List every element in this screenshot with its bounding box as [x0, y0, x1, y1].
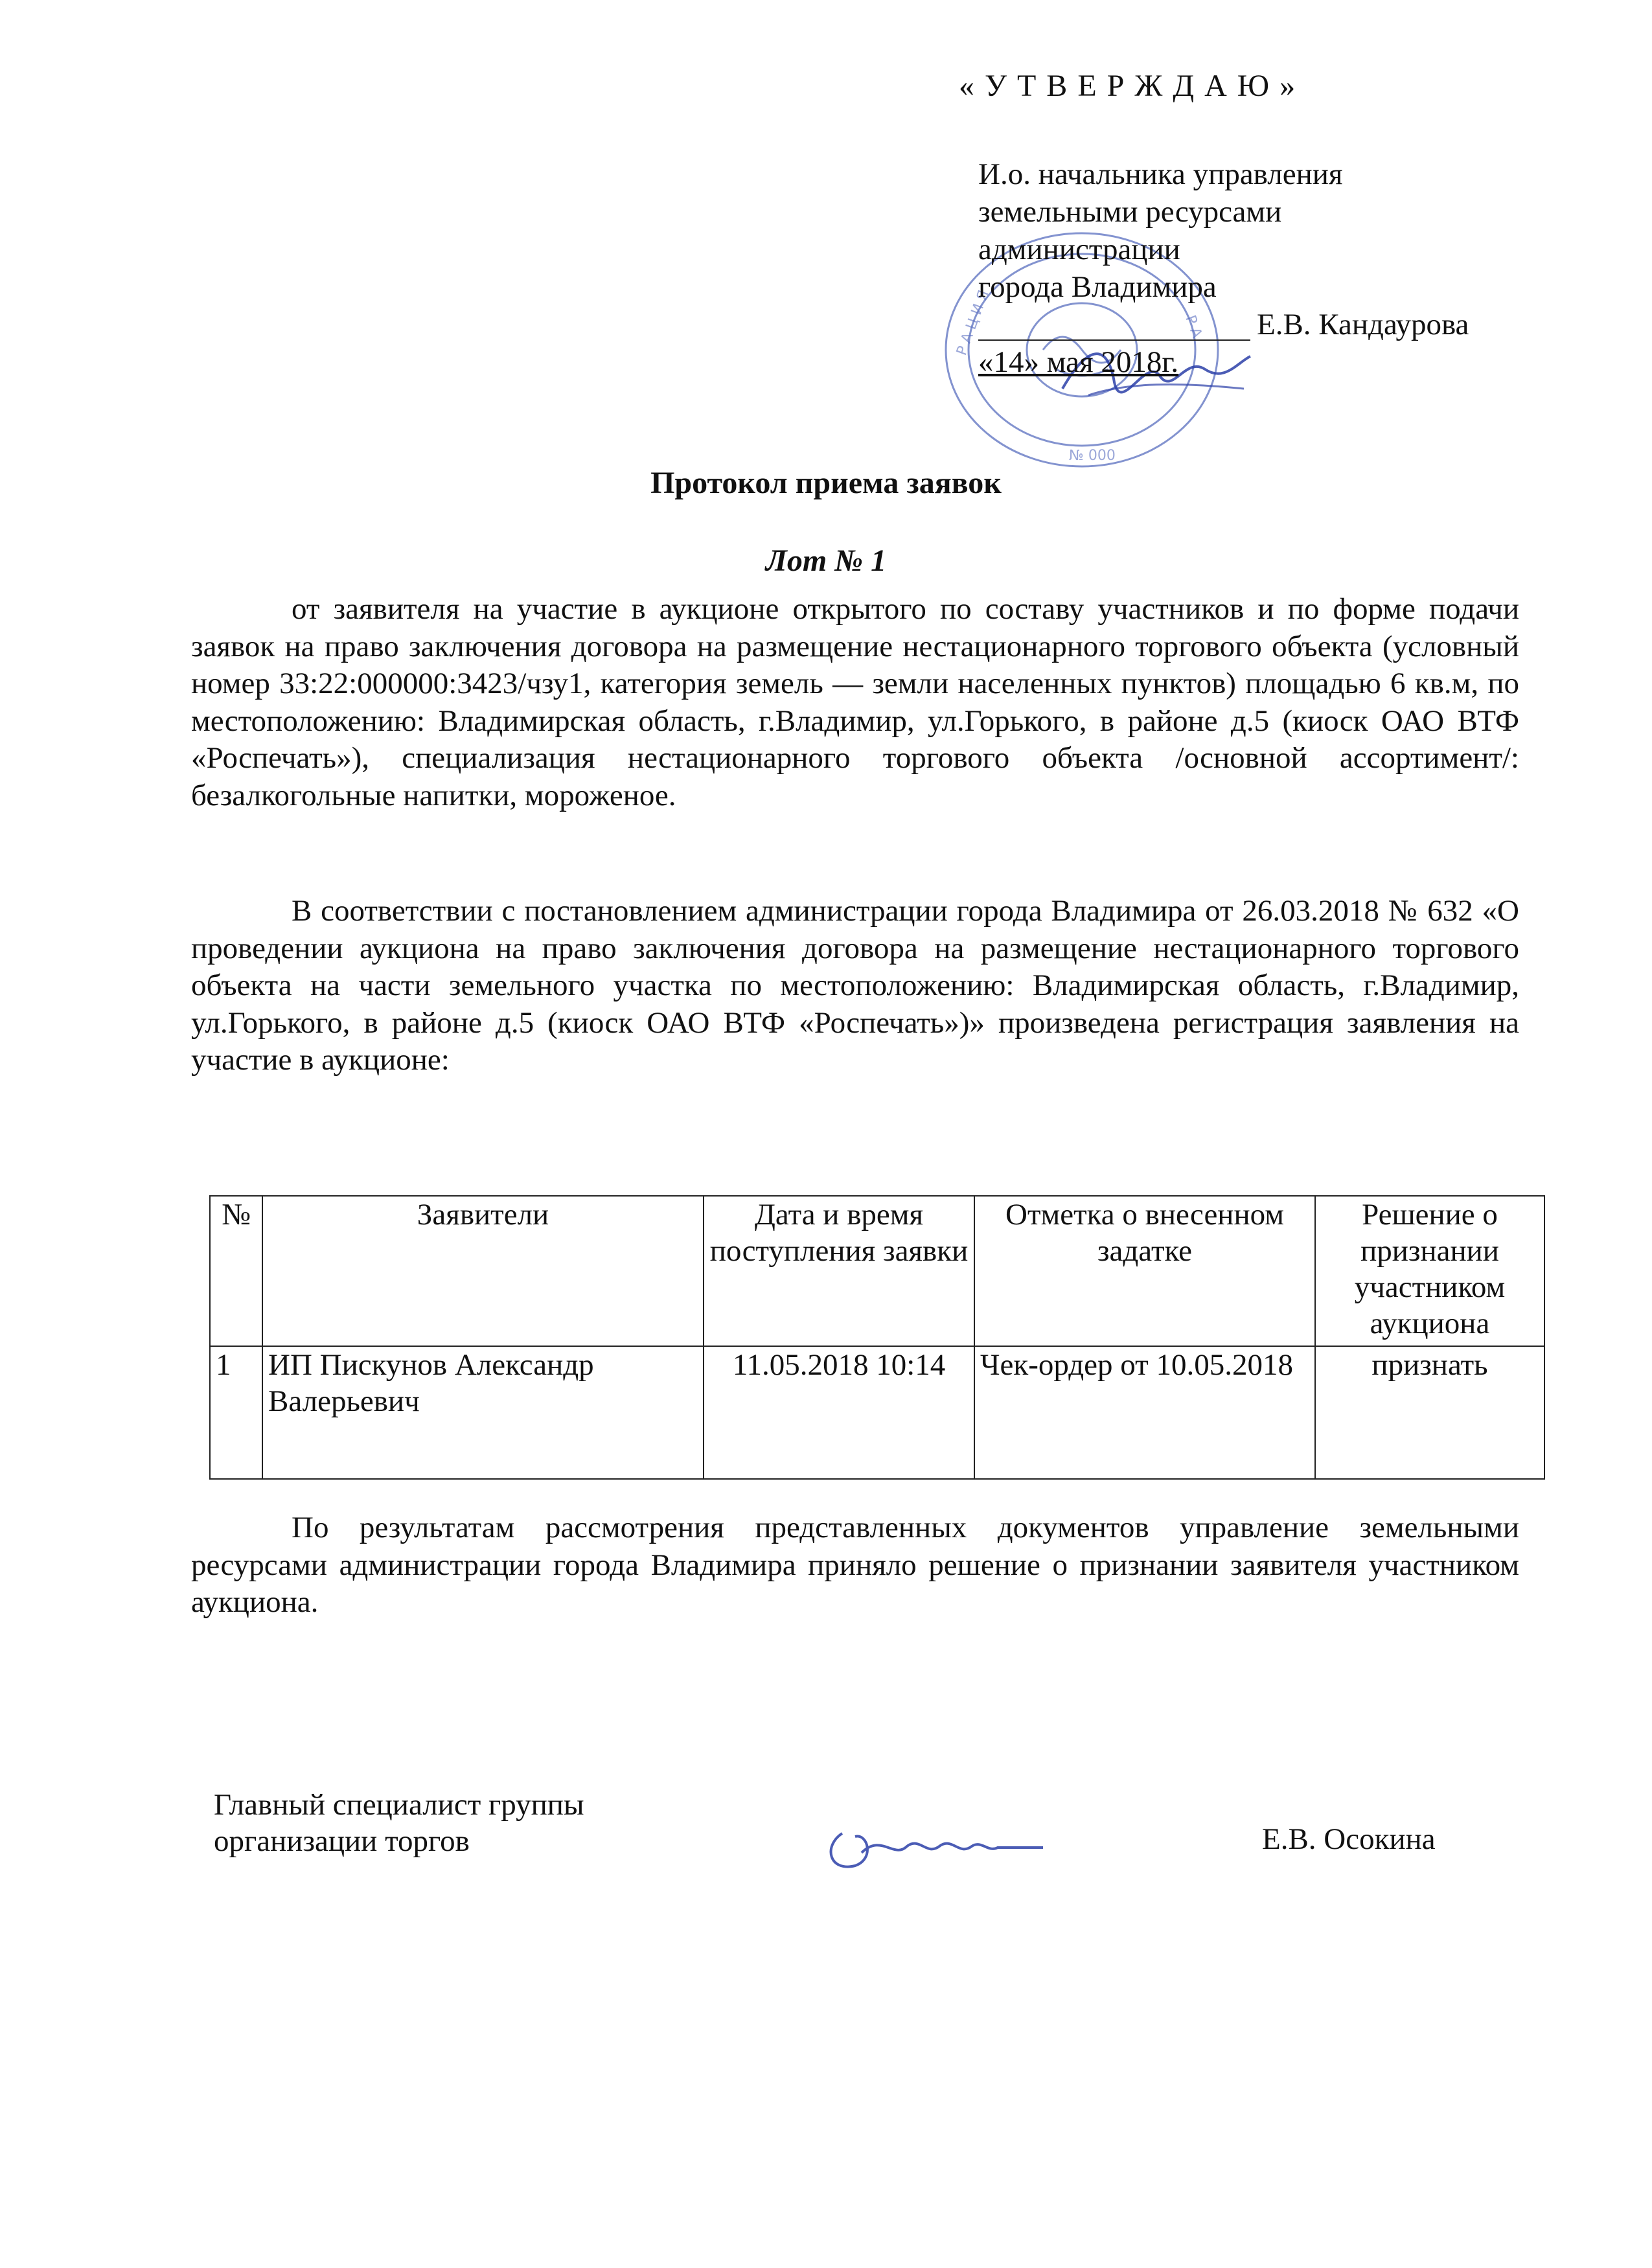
approver-position-line3: администрации: [978, 233, 1180, 266]
cell-applicant: ИП Пискунов Александр Валерьевич: [262, 1346, 704, 1479]
document-title: Протокол приема заявок: [650, 466, 1002, 500]
signer-signature: [816, 1807, 1050, 1885]
header-num: №: [210, 1196, 262, 1346]
cell-deposit: Чек-ордер от 10.05.2018: [974, 1346, 1315, 1479]
signer-position-line1: Главный специалист группы: [214, 1788, 584, 1822]
signature-rule: [978, 339, 1250, 341]
approver-position-line1: И.о. начальника управления: [978, 157, 1343, 191]
header-applicants: Заявители: [262, 1196, 704, 1346]
paragraph-registration: В соответствии с постановлением администрации города Владимира от 26.03.2018 № 632 «О проведении аукциона на право заключения договора на размещение нестационарного торгового объекта на части земельного участка по местоположению: Владимирская область, г.Владимир, ул.Горького, в районе д.5 (киоск ОАО ВТФ «Роспечать»)» произведена регистрация заявления на участие в аукционе:: [191, 894, 1519, 1077]
svg-text:Р А Ц И Я: Р А Ц И Я: [954, 288, 992, 358]
approval-block: [978, 155, 1469, 381]
approver-name: Е.В. Кандаурова: [1257, 308, 1469, 341]
header-deposit: Отметка о внесенном задатке: [974, 1196, 1315, 1346]
lot-title: Лот № 1: [765, 544, 887, 578]
applications-table: [209, 1195, 1545, 1480]
cell-decision: признать: [1315, 1346, 1544, 1479]
signer-position: [214, 1787, 584, 1859]
cell-datetime: 11.05.2018 10:14: [704, 1346, 974, 1479]
approval-date: «14» мая 2018г.: [978, 345, 1179, 379]
svg-text:Р А: Р А: [1182, 313, 1205, 341]
approver-position-line2: земельными ресурсами: [978, 195, 1282, 229]
cell-num: 1: [210, 1346, 262, 1479]
approval-title: « У Т В Е Р Ж Д А Ю »: [959, 69, 1297, 103]
table-header-row: [210, 1196, 1544, 1346]
signer-position-line2: организации торгов: [214, 1824, 470, 1858]
approver-signature-line: [978, 306, 1469, 343]
paragraph-decision: По результатам рассмотрения представленных документов управление земельными ресурсами администрации города Владимира приняло решение о признании заявителя участником аукциона.: [191, 1511, 1519, 1619]
table-row: [210, 1346, 1544, 1479]
header-datetime: Дата и время поступления заявки: [704, 1196, 974, 1346]
svg-text:№ 000: № 000: [1069, 448, 1116, 464]
approver-position-line4: города Владимира: [978, 270, 1217, 304]
paragraph-subject: от заявителя на участие в аукционе открытого по составу участников и по форме подачи заявок на право заключения договора на размещение нестационарного торгового объекта (условный номер 33:22:000000:3423/чзу1, категория земель — земли населенных пунктов) площадью 6 кв.м, по местоположению: Владимирская область, г.Владимир, ул.Горького, в районе д.5 (киоск ОАО ВТФ «Роспечать»), специализация нестационарного торгового объекта /основной ассортимент/: безалкогольные напитки, мороженое.: [191, 592, 1519, 812]
header-decision: Решение о признании участником аукциона: [1315, 1196, 1544, 1346]
signer-name: Е.В. Осокина: [1262, 1822, 1436, 1856]
